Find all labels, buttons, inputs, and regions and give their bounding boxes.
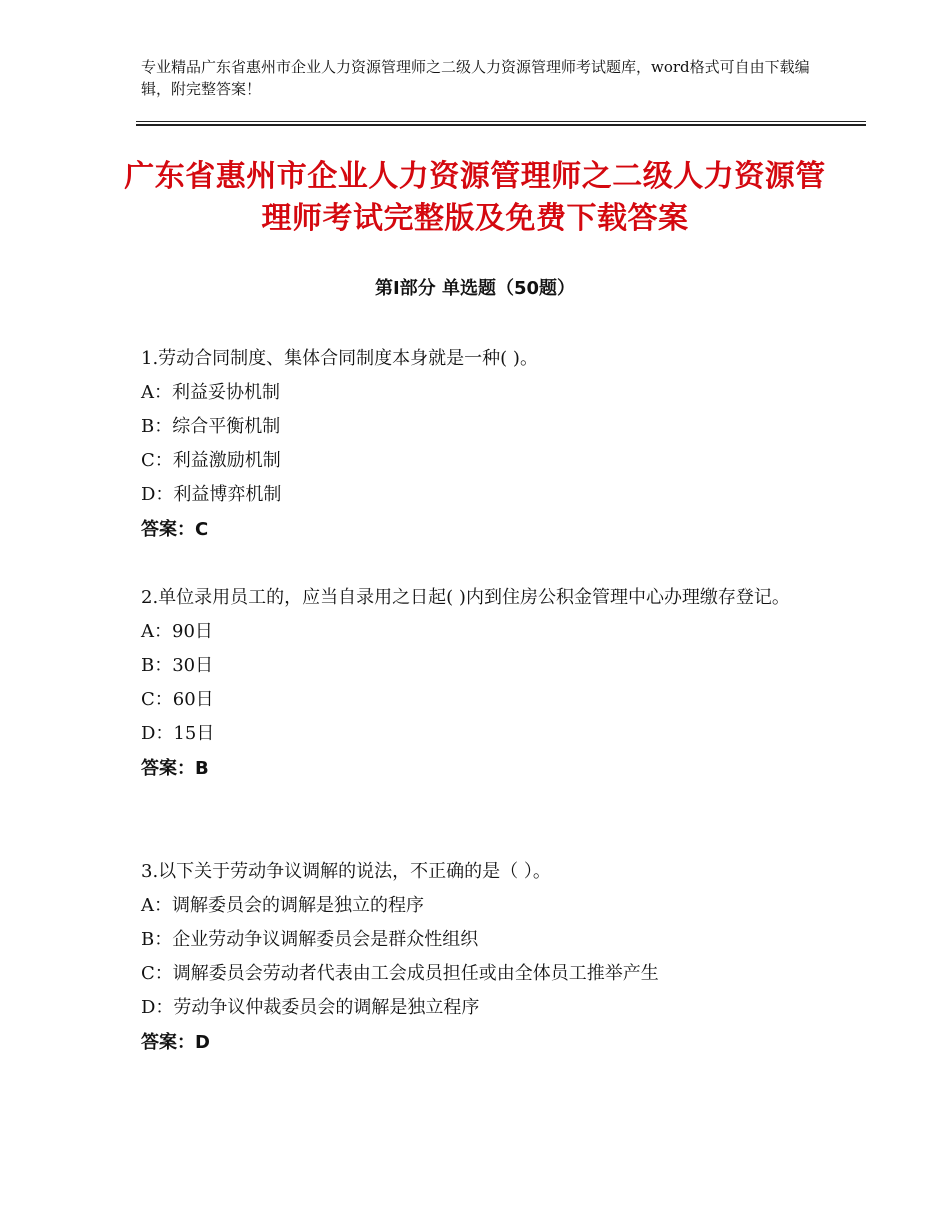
question-stem: 3.以下关于劳动争议调解的说法，不正确的是（ ）。 (141, 861, 551, 882)
answer: 答案：C (141, 519, 209, 540)
option-d: D：劳动争议仲裁委员会的调解是独立程序 (141, 997, 480, 1018)
option-c: C：调解委员会劳动者代表由工会成员担任或由全体员工推举产生 (141, 963, 659, 984)
header-note: 专业精品广东省惠州市企业人力资源管理师之二级人力资源管理师考试题库，word格式可自由下载编辑，附完整答案！ (141, 58, 810, 98)
answer: 答案：D (141, 1032, 210, 1053)
header-divider-thin (136, 121, 866, 122)
option-d: D：利益博弈机制 (141, 484, 282, 505)
option-a: A：90日 (141, 621, 213, 642)
option-b: B：企业劳动争议调解委员会是群众性组织 (141, 929, 479, 950)
question-stem: 1.劳动合同制度、集体合同制度本身就是一种( )。 (141, 348, 538, 369)
option-c: C：60日 (141, 689, 214, 710)
question-2 (141, 581, 821, 786)
option-b: B：综合平衡机制 (141, 416, 281, 437)
option-b: B：30日 (141, 655, 214, 676)
question-1 (141, 342, 821, 547)
section-title: 第Ⅰ部分 单选题（50题） (374, 278, 575, 299)
option-a: A：利益妥协机制 (141, 382, 280, 403)
option-d: D：15日 (141, 723, 215, 744)
document-title: 广东省惠州市企业人力资源管理师之二级人力资源管理师考试完整版及免费下载答案 (124, 159, 826, 236)
question-stem: 2.单位录用员工的，应当自录用之日起( )内到住房公积金管理中心办理缴存登记。 (141, 587, 790, 608)
option-a: A：调解委员会的调解是独立的程序 (141, 895, 424, 916)
answer: 答案：B (141, 758, 209, 779)
header-divider-thick (136, 124, 866, 126)
option-c: C：利益激励机制 (141, 450, 281, 471)
question-3 (141, 855, 821, 1060)
